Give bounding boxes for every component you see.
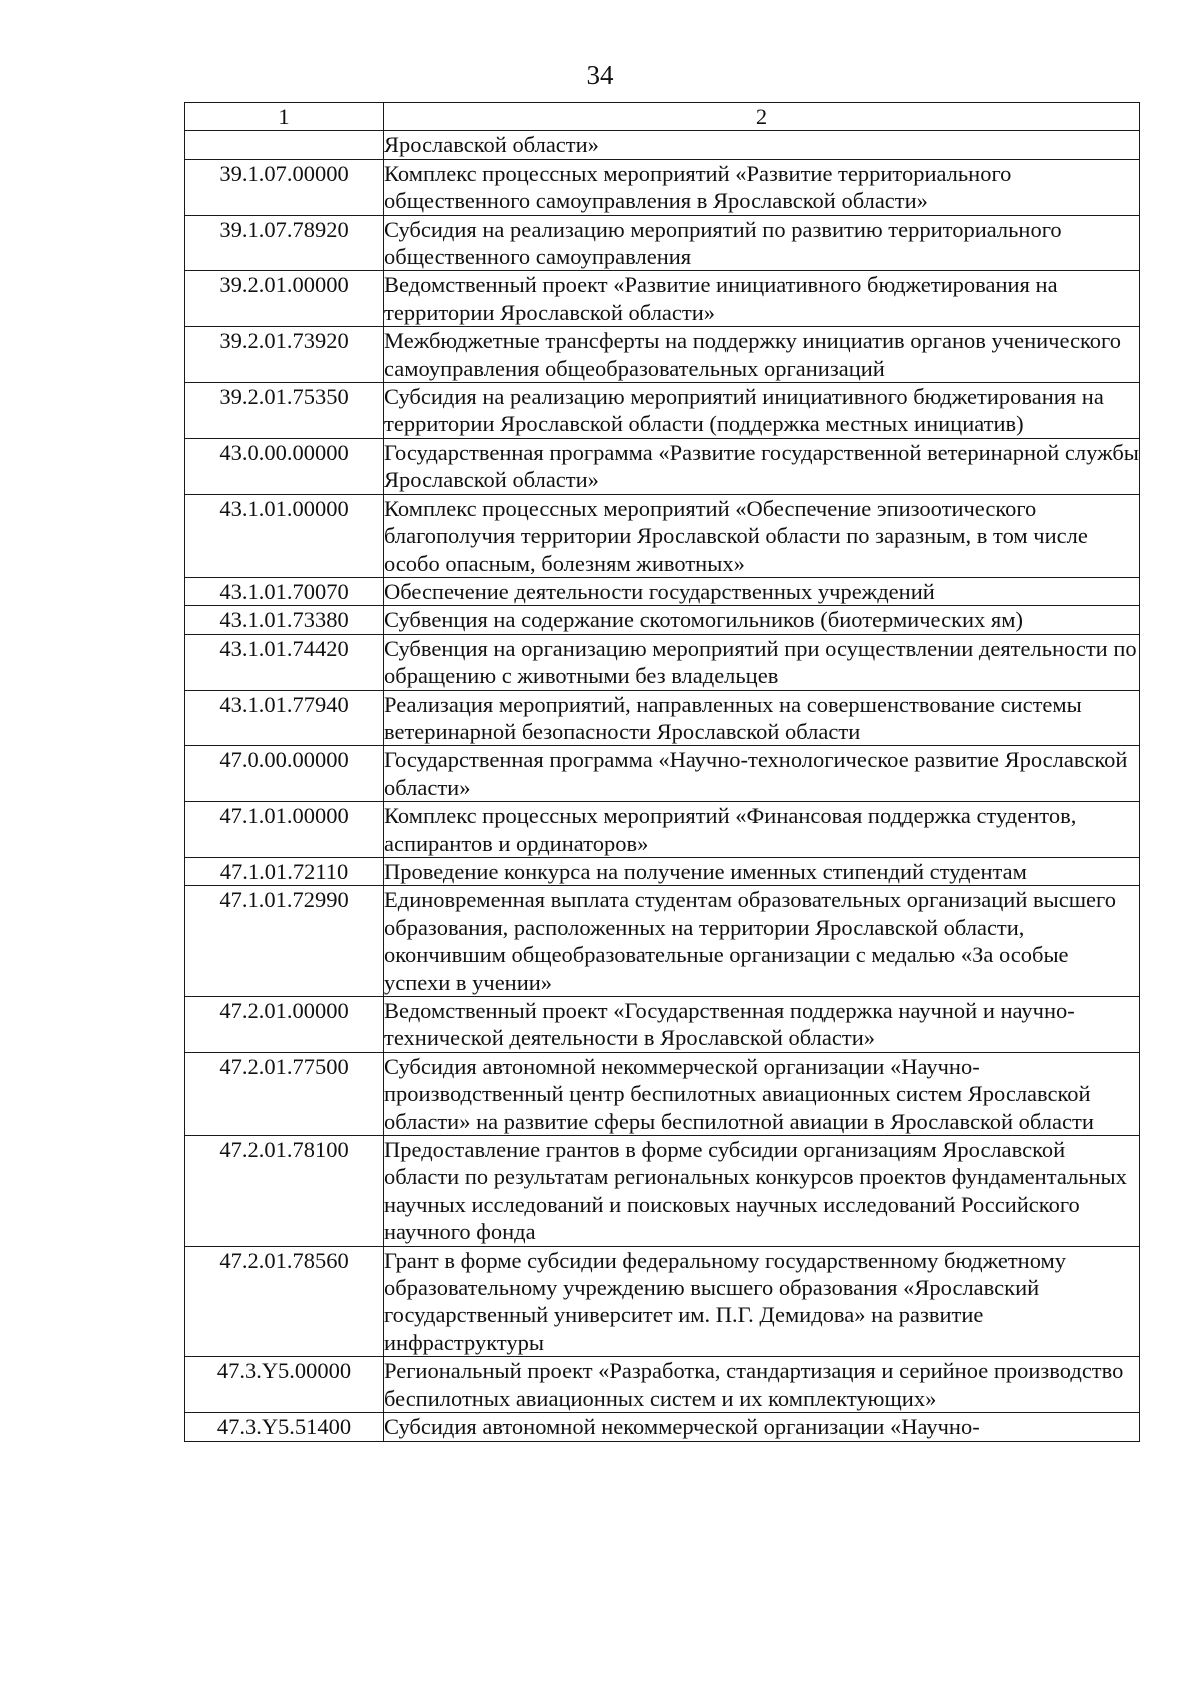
row-code-cell: 39.1.07.78920 bbox=[185, 215, 384, 271]
row-name-cell: Предоставление грантов в форме субсидии организациям Ярославской области по результатам региональных конкурсов проектов фундаментальных научных исследований и поисковых научных исследований Российского научного фонда bbox=[384, 1136, 1140, 1247]
row-code-cell: 39.2.01.00000 bbox=[185, 271, 384, 327]
table-row bbox=[185, 383, 1140, 439]
table-row bbox=[185, 997, 1140, 1053]
row-code-cell: 47.2.01.77500 bbox=[185, 1052, 384, 1135]
row-name-cell: Ярославской области» bbox=[384, 131, 1140, 159]
row-name-cell: Ведомственный проект «Развитие инициативного бюджетирования на территории Ярославской области» bbox=[384, 271, 1140, 327]
row-name-cell: Комплекс процессных мероприятий «Финансовая поддержка студентов, аспирантов и ординаторов» bbox=[384, 802, 1140, 858]
table-row bbox=[185, 857, 1140, 885]
row-name-cell: Межбюджетные трансферты на поддержку инициатив органов ученического самоуправления общеобразовательных организаций bbox=[384, 327, 1140, 383]
row-code-cell: 47.3.Y5.00000 bbox=[185, 1357, 384, 1413]
row-code-cell: 47.2.01.00000 bbox=[185, 997, 384, 1053]
row-code-cell: 47.2.01.78560 bbox=[185, 1246, 384, 1357]
row-code-cell: 47.2.01.78100 bbox=[185, 1136, 384, 1247]
row-name-cell: Субсидия на реализацию мероприятий по развитию территориального общественного самоуправления bbox=[384, 215, 1140, 271]
table-row bbox=[185, 131, 1140, 159]
row-name-cell: Государственная программа «Научно-технологическое развитие Ярославской области» bbox=[384, 746, 1140, 802]
row-code-cell: 43.1.01.74420 bbox=[185, 634, 384, 690]
table-row bbox=[185, 1136, 1140, 1247]
row-code-cell: 43.1.01.00000 bbox=[185, 494, 384, 577]
row-name-cell: Ведомственный проект «Государственная поддержка научной и научно-технической деятельности в Ярославской области» bbox=[384, 997, 1140, 1053]
row-code-cell bbox=[185, 131, 384, 159]
row-code-cell: 47.1.01.72110 bbox=[185, 857, 384, 885]
column-header-1: 1 bbox=[185, 103, 384, 131]
row-name-cell: Единовременная выплата студентам образовательных организаций высшего образования, расположенных на территории Ярославской области, окончившим общеобразовательные организации с медалью «За особые успехи в учении» bbox=[384, 886, 1140, 997]
table-row bbox=[185, 606, 1140, 634]
row-name-cell: Комплекс процессных мероприятий «Обеспечение эпизоотического благополучия территории Ярославской области по заразным, в том числе особо опасным, болезням животных» bbox=[384, 494, 1140, 577]
row-code-cell: 39.1.07.00000 bbox=[185, 159, 384, 215]
row-name-cell: Субсидия автономной некоммерческой организации «Научно- bbox=[384, 1413, 1140, 1441]
row-name-cell: Обеспечение деятельности государственных учреждений bbox=[384, 577, 1140, 605]
row-name-cell: Проведение конкурса на получение именных стипендий студентам bbox=[384, 857, 1140, 885]
table-row bbox=[185, 886, 1140, 997]
table-row bbox=[185, 327, 1140, 383]
table-row bbox=[185, 690, 1140, 746]
row-name-cell: Государственная программа «Развитие государственной ветеринарной службы Ярославской области» bbox=[384, 439, 1139, 493]
row-name-cell: Субвенция на организацию мероприятий при осуществлении деятельности по обращению с животными без владельцев bbox=[384, 634, 1140, 690]
table-row bbox=[185, 494, 1140, 577]
table-row bbox=[185, 1246, 1140, 1357]
table-row bbox=[185, 159, 1140, 215]
page-number: 34 bbox=[586, 60, 614, 90]
row-name-cell: Реализация мероприятий, направленных на совершенствование системы ветеринарной безопасности Ярославской области bbox=[384, 690, 1140, 746]
budget-classification-table bbox=[184, 102, 1140, 1442]
row-code-cell: 39.2.01.75350 bbox=[185, 383, 384, 439]
row-code-cell: 39.2.01.73920 bbox=[185, 327, 384, 383]
row-name-cell: Субсидия на реализацию мероприятий инициативного бюджетирования на территории Ярославской области (поддержка местных инициатив) bbox=[384, 383, 1140, 439]
table-row bbox=[185, 438, 1140, 494]
table-row bbox=[185, 634, 1140, 690]
row-code-cell: 47.3.Y5.51400 bbox=[185, 1413, 384, 1441]
row-name-cell: Грант в форме субсидии федеральному государственному бюджетному образовательному учреждению высшего образования «Ярославский государственный университет им. П.Г. Демидова» на развитие инфраструктуры bbox=[384, 1246, 1140, 1357]
row-name-cell: Комплекс процессных мероприятий «Развитие территориального общественного самоуправления в Ярославской области» bbox=[384, 159, 1140, 215]
row-code-cell: 43.1.01.77940 bbox=[185, 690, 384, 746]
row-name-cell: Региональный проект «Разработка, стандартизация и серийное производство беспилотных авиационных систем и их комплектующих» bbox=[384, 1357, 1140, 1413]
row-name-cell: Субсидия автономной некоммерческой организации «Научно-производственный центр беспилотных авиационных систем Ярославской области» на развитие сферы беспилотной авиации в Ярославской области bbox=[384, 1052, 1140, 1135]
column-header-2: 2 bbox=[384, 103, 1140, 131]
table-row bbox=[185, 577, 1140, 605]
table-row bbox=[185, 802, 1140, 858]
row-code-cell: 47.1.01.00000 bbox=[185, 802, 384, 858]
table-row bbox=[185, 1357, 1140, 1413]
table-body bbox=[185, 131, 1140, 1441]
table-row bbox=[185, 1052, 1140, 1135]
table-row bbox=[185, 271, 1140, 327]
row-code-cell: 47.1.01.72990 bbox=[185, 886, 384, 997]
table-row bbox=[185, 215, 1140, 271]
row-code-cell: 43.1.01.73380 bbox=[185, 606, 384, 634]
table-row bbox=[185, 746, 1140, 802]
table-header-row bbox=[185, 103, 1140, 131]
row-code-cell: 47.0.00.00000 bbox=[185, 746, 384, 802]
row-name-cell: Субвенция на содержание скотомогильников (биотермических ям) bbox=[384, 606, 1140, 634]
row-code-cell: 43.1.01.70070 bbox=[185, 577, 384, 605]
row-code-cell: 43.0.00.00000 bbox=[185, 438, 384, 494]
table-row bbox=[185, 1413, 1140, 1441]
